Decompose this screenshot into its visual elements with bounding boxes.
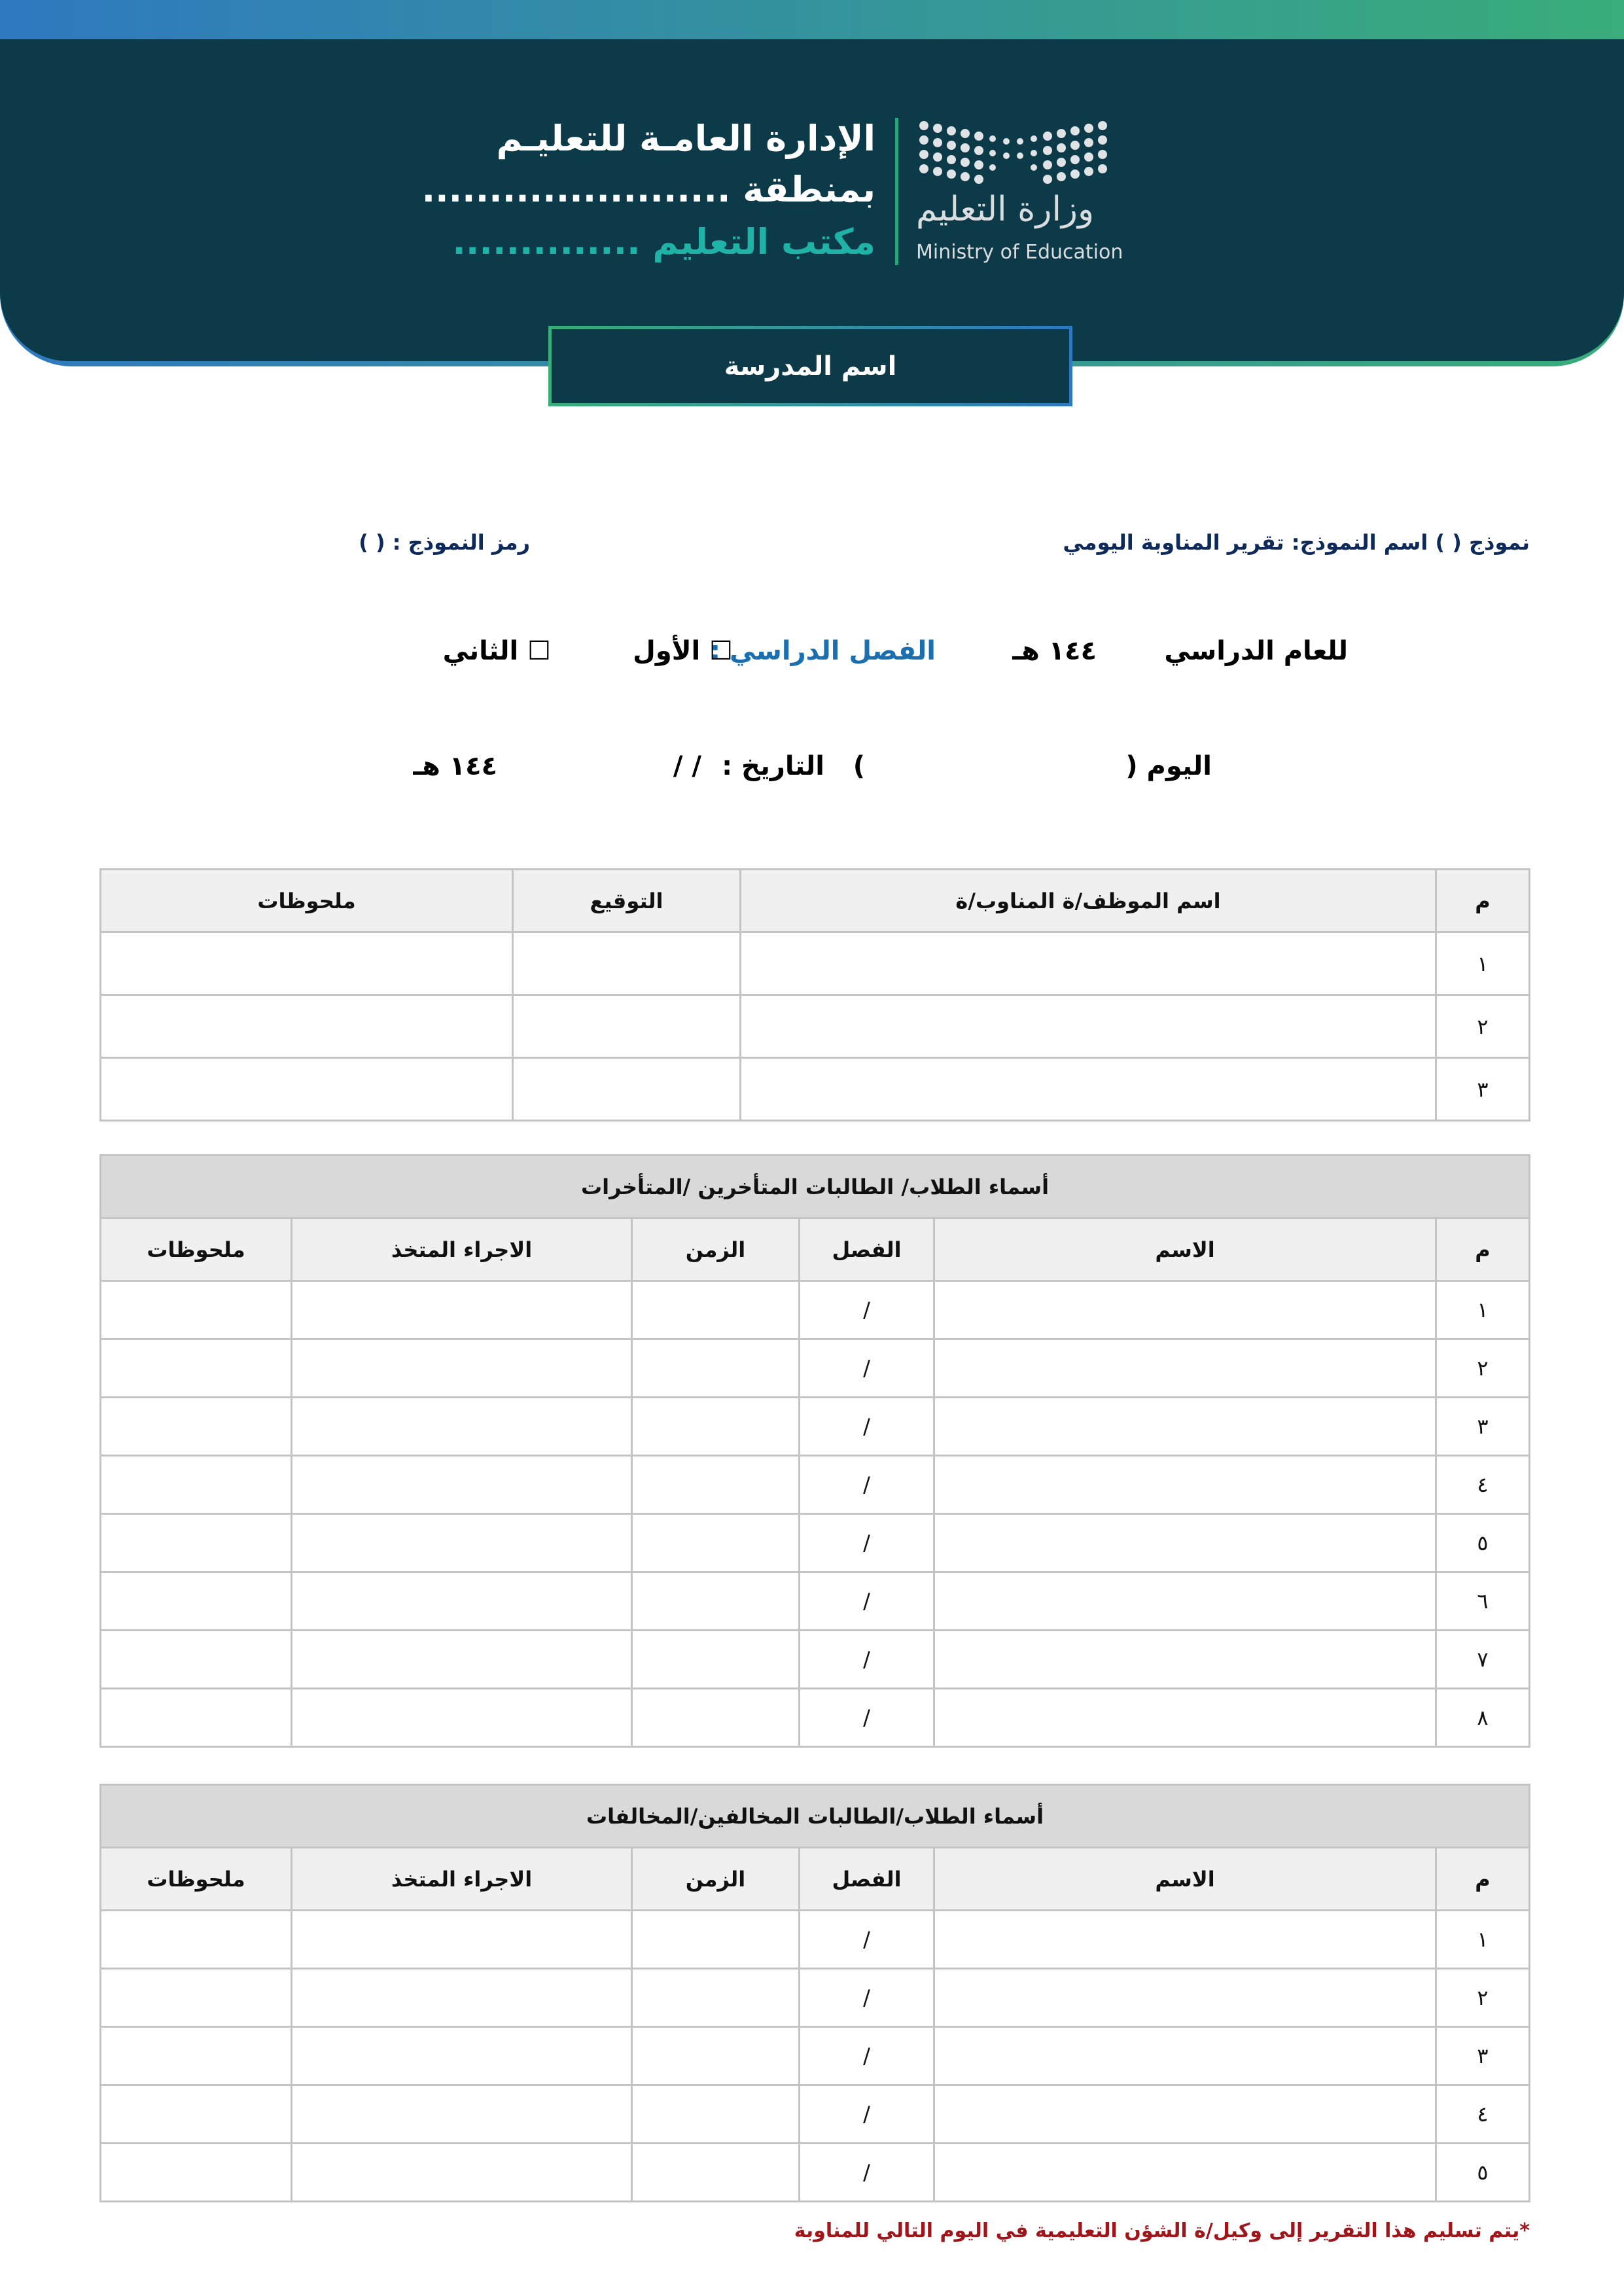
school-name-box: اسم المدرسة — [548, 326, 1072, 406]
input-cell[interactable] — [101, 1689, 292, 1747]
input-cell[interactable] — [934, 1969, 1436, 2027]
input-cell[interactable] — [292, 2144, 632, 2202]
class-cell[interactable]: / — [800, 1689, 934, 1747]
input-cell[interactable] — [934, 1514, 1436, 1572]
semester-label: الفصل الدراسي : — [710, 636, 936, 666]
input-cell[interactable] — [101, 1911, 292, 1969]
input-cell[interactable] — [513, 1058, 741, 1121]
input-cell[interactable] — [632, 1398, 800, 1456]
input-cell[interactable] — [292, 1456, 632, 1514]
input-cell[interactable] — [101, 2027, 292, 2085]
row-number: ٥ — [1436, 2144, 1530, 2202]
input-cell[interactable] — [632, 2144, 800, 2202]
office-line: مكتب التعليم .............. — [452, 221, 875, 262]
footnote: *يتم تسليم هذا التقرير إلى وكيل/ة الشؤن التعليمية في اليوم التالي للمناوبة — [794, 2219, 1530, 2242]
class-cell[interactable]: / — [800, 1398, 934, 1456]
input-cell[interactable] — [741, 995, 1436, 1058]
input-cell[interactable] — [632, 1514, 800, 1572]
input-cell[interactable] — [934, 1911, 1436, 1969]
row-number: ١ — [1436, 1911, 1530, 1969]
date-label: التاريخ : — [722, 751, 824, 781]
input-cell[interactable] — [292, 1398, 632, 1456]
input-cell[interactable] — [101, 932, 513, 995]
row-number: ١ — [1436, 1281, 1530, 1339]
column-header: الزمن — [632, 1218, 800, 1281]
class-cell[interactable]: / — [800, 1514, 934, 1572]
row-number: ٧ — [1436, 1631, 1530, 1689]
row-number: ٤ — [1436, 1456, 1530, 1514]
class-cell[interactable]: / — [800, 1281, 934, 1339]
column-header: الفصل — [800, 1218, 934, 1281]
input-cell[interactable] — [934, 1689, 1436, 1747]
class-cell[interactable]: / — [800, 1911, 934, 1969]
input-cell[interactable] — [292, 2027, 632, 2085]
input-cell[interactable] — [513, 995, 741, 1058]
table-title: أسماء الطلاب/الطالبات المخالفين/المخالفات — [101, 1785, 1530, 1848]
region-line: بمنطقة ....................... — [421, 169, 875, 210]
late-students-table — [99, 1154, 1530, 1748]
row-number: ٥ — [1436, 1514, 1530, 1572]
input-cell[interactable] — [101, 1572, 292, 1631]
row-number: ٢ — [1436, 1969, 1530, 2027]
table-row — [101, 1969, 1530, 2027]
table-row — [101, 932, 1530, 995]
column-header: ملحوظات — [101, 870, 513, 932]
class-cell[interactable]: / — [800, 1631, 934, 1689]
input-cell[interactable] — [101, 1398, 292, 1456]
class-cell[interactable]: / — [800, 2144, 934, 2202]
input-cell[interactable] — [934, 2027, 1436, 2085]
class-cell[interactable]: / — [800, 1339, 934, 1398]
row-number: ١ — [1436, 932, 1530, 995]
year-value: ١٤٤ هـ — [1012, 636, 1097, 666]
model-code: رمز النموذج : ( ) — [359, 530, 530, 555]
column-header: الزمن — [632, 1848, 800, 1911]
input-cell[interactable] — [101, 1969, 292, 2027]
row-number: ٣ — [1436, 1398, 1530, 1456]
table-row — [101, 1398, 1530, 1456]
input-cell[interactable] — [934, 1281, 1436, 1339]
table-row — [101, 1456, 1530, 1514]
academic-year-label: للعام الدراسي — [1164, 636, 1348, 666]
input-cell[interactable] — [513, 932, 741, 995]
table-row — [101, 1572, 1530, 1631]
input-cell[interactable] — [292, 1969, 632, 2027]
input-cell[interactable] — [292, 1514, 632, 1572]
semester-first-checkbox[interactable]: ☐ الأول — [633, 636, 733, 666]
table-row — [101, 1058, 1530, 1121]
input-cell[interactable] — [101, 2085, 292, 2144]
semester-second-checkbox[interactable]: ☐ الثاني — [442, 636, 551, 666]
table-row — [101, 1339, 1530, 1398]
row-number: ٨ — [1436, 1689, 1530, 1747]
input-cell[interactable] — [292, 1572, 632, 1631]
row-number: ٣ — [1436, 2027, 1530, 2085]
input-cell[interactable] — [934, 1631, 1436, 1689]
input-cell[interactable] — [292, 2085, 632, 2144]
row-number: ٦ — [1436, 1572, 1530, 1631]
column-header: الاجراء المتخذ — [292, 1218, 632, 1281]
ministry-logo-dots-icon — [916, 118, 1119, 190]
class-cell[interactable]: / — [800, 1969, 934, 2027]
input-cell[interactable] — [101, 995, 513, 1058]
input-cell[interactable] — [934, 2144, 1436, 2202]
column-header: الاجراء المتخذ — [292, 1848, 632, 1911]
table-row — [101, 1911, 1530, 1969]
column-header: اسم الموظف/ة المناوب/ة — [741, 870, 1436, 932]
class-cell[interactable]: / — [800, 1572, 934, 1631]
directorate-title: الإدارة العامـة للتعليـم — [496, 118, 875, 159]
column-header: م — [1436, 1848, 1530, 1911]
table-row — [101, 2144, 1530, 2202]
input-cell[interactable] — [632, 1631, 800, 1689]
date-slashes: / / — [673, 751, 701, 781]
column-header: ملحوظات — [101, 1848, 292, 1911]
input-cell[interactable] — [292, 1281, 632, 1339]
row-number: ٣ — [1436, 1058, 1530, 1121]
input-cell[interactable] — [632, 1456, 800, 1514]
table-row — [101, 2027, 1530, 2085]
input-cell[interactable] — [632, 1911, 800, 1969]
input-cell[interactable] — [101, 1339, 292, 1398]
table-row — [101, 2085, 1530, 2144]
input-cell[interactable] — [741, 1058, 1436, 1121]
input-cell[interactable] — [292, 1911, 632, 1969]
class-cell[interactable]: / — [800, 2085, 934, 2144]
input-cell[interactable] — [632, 2085, 800, 2144]
input-cell[interactable] — [934, 2085, 1436, 2144]
input-cell[interactable] — [632, 1572, 800, 1631]
input-cell[interactable] — [101, 1456, 292, 1514]
input-cell[interactable] — [292, 1689, 632, 1747]
input-cell[interactable] — [934, 1572, 1436, 1631]
input-cell[interactable] — [101, 1281, 292, 1339]
divider — [895, 118, 898, 265]
day-label: اليوم ( — [1125, 751, 1212, 781]
staff-duty-table — [99, 868, 1530, 1122]
input-cell[interactable] — [101, 1058, 513, 1121]
row-number: ٢ — [1436, 1339, 1530, 1398]
table-row — [101, 1631, 1530, 1689]
input-cell[interactable] — [632, 2027, 800, 2085]
input-cell[interactable] — [632, 1339, 800, 1398]
column-header: الاسم — [934, 1218, 1436, 1281]
input-cell[interactable] — [741, 932, 1436, 995]
input-cell[interactable] — [934, 1339, 1436, 1398]
input-cell[interactable] — [632, 1969, 800, 2027]
column-header: الفصل — [800, 1848, 934, 1911]
column-header: التوقيع — [513, 870, 741, 932]
input-cell[interactable] — [632, 1689, 800, 1747]
column-header: ملحوظات — [101, 1218, 292, 1281]
input-cell[interactable] — [292, 1631, 632, 1689]
input-cell[interactable] — [292, 1339, 632, 1398]
model-name: نموذج ( ) اسم النموذج: تقرير المناوبة اليومي — [1063, 530, 1530, 555]
table-row — [101, 1514, 1530, 1572]
input-cell[interactable] — [934, 1398, 1436, 1456]
column-header: م — [1436, 870, 1530, 932]
table-row — [101, 1689, 1530, 1747]
date-year: ١٤٤ هـ — [413, 751, 497, 781]
day-close: ) — [853, 751, 865, 781]
input-cell[interactable] — [934, 1456, 1436, 1514]
row-number: ٤ — [1436, 2085, 1530, 2144]
column-header: الاسم — [934, 1848, 1436, 1911]
column-header: م — [1436, 1218, 1530, 1281]
input-cell[interactable] — [632, 1281, 800, 1339]
table-row — [101, 995, 1530, 1058]
input-cell[interactable] — [101, 1514, 292, 1572]
row-number: ٢ — [1436, 995, 1530, 1058]
class-cell[interactable]: / — [800, 2027, 934, 2085]
input-cell[interactable] — [101, 1631, 292, 1689]
input-cell[interactable] — [101, 2144, 292, 2202]
ministry-logo-arabic: وزارة التعليم — [916, 190, 1095, 229]
table-row — [101, 1281, 1530, 1339]
table-title: أسماء الطلاب/ الطالبات المتأخرين /المتأخرات — [101, 1156, 1530, 1218]
violating-students-table — [99, 1784, 1530, 2202]
ministry-logo-english: Ministry of Education — [916, 241, 1123, 264]
class-cell[interactable]: / — [800, 1456, 934, 1514]
